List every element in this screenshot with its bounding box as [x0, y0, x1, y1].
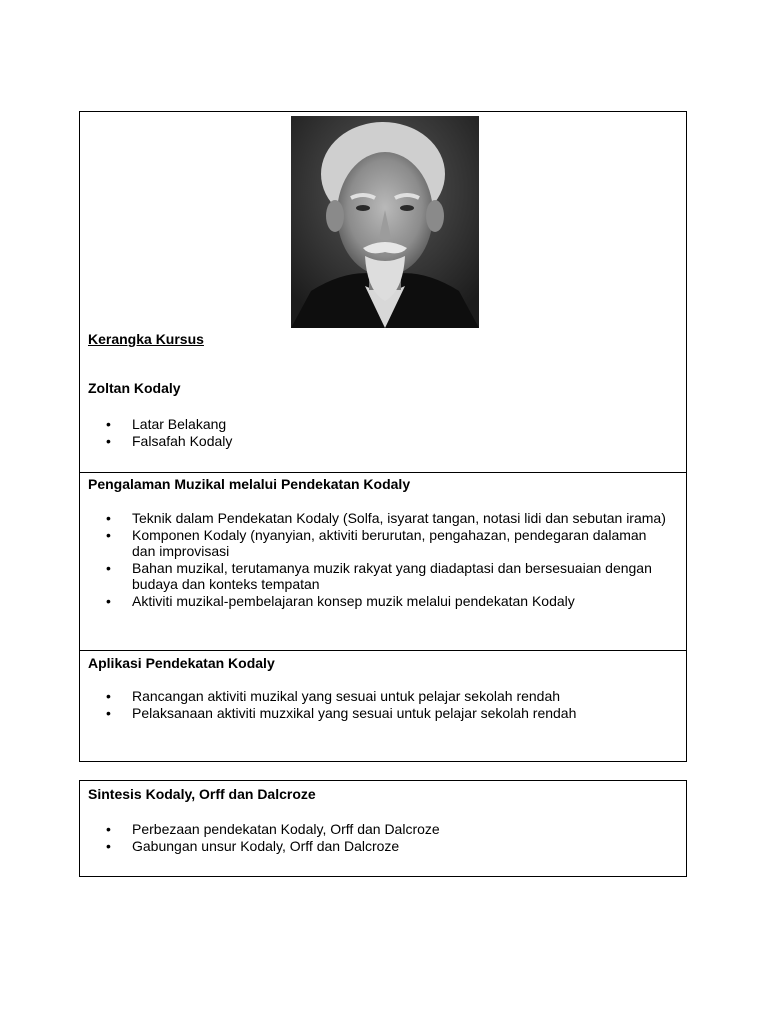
list-item: • Aktiviti muzikal-pembelajaran konsep muzik melalui pendekatan Kodaly: [80, 593, 686, 610]
zoltan-kodaly-heading: Zoltan Kodaly: [88, 380, 181, 396]
synthesis-list: [80, 821, 686, 854]
list-item: • Rancangan aktiviti muzikal yang sesuai untuk pelajar sekolah rendah: [80, 688, 686, 705]
list-item: • Teknik dalam Pendekatan Kodaly (Solfa, isyarat tangan, notasi lidi dan sebutan irama): [80, 510, 686, 527]
list-item: • Gabungan unsur Kodaly, Orff dan Dalcroze: [80, 838, 686, 855]
list-item: • Latar Belakang: [80, 416, 686, 433]
application-heading: Aplikasi Pendekatan Kodaly: [88, 655, 275, 671]
section-musical-experience: [80, 472, 686, 651]
musical-experience-heading: Pengalaman Muzikal melalui Pendekatan Kodaly: [88, 476, 411, 492]
list-item: • Komponen Kodaly (nyanyian, aktiviti berurutan, pengahazan, pendegaran dalaman dan improvisasi: [80, 527, 686, 560]
list-item: • Falsafah Kodaly: [80, 433, 686, 450]
list-item: • Pelaksanaan aktiviti muzxikal yang sesuai untuk pelajar sekolah rendah: [80, 705, 686, 722]
musical-experience-list: [80, 510, 686, 609]
portrait-photo: [291, 116, 479, 328]
synthesis-heading: Sintesis Kodaly, Orff dan Dalcroze: [88, 786, 316, 802]
synthesis-box: [79, 780, 687, 877]
list-item: • Bahan muzikal, terutamanya muzik rakyat yang diadaptasi dan bersesuaian dengan budaya dan konteks tempatan: [80, 560, 686, 593]
section-background: [80, 112, 686, 472]
background-list: [80, 416, 686, 449]
course-outline-box: [79, 111, 687, 762]
portrait-photo-image: [291, 116, 479, 328]
course-outline-title: Kerangka Kursus: [88, 331, 204, 347]
section-application: [80, 650, 686, 764]
list-item: • Perbezaan pendekatan Kodaly, Orff dan Dalcroze: [80, 821, 686, 838]
application-list: [80, 688, 686, 721]
